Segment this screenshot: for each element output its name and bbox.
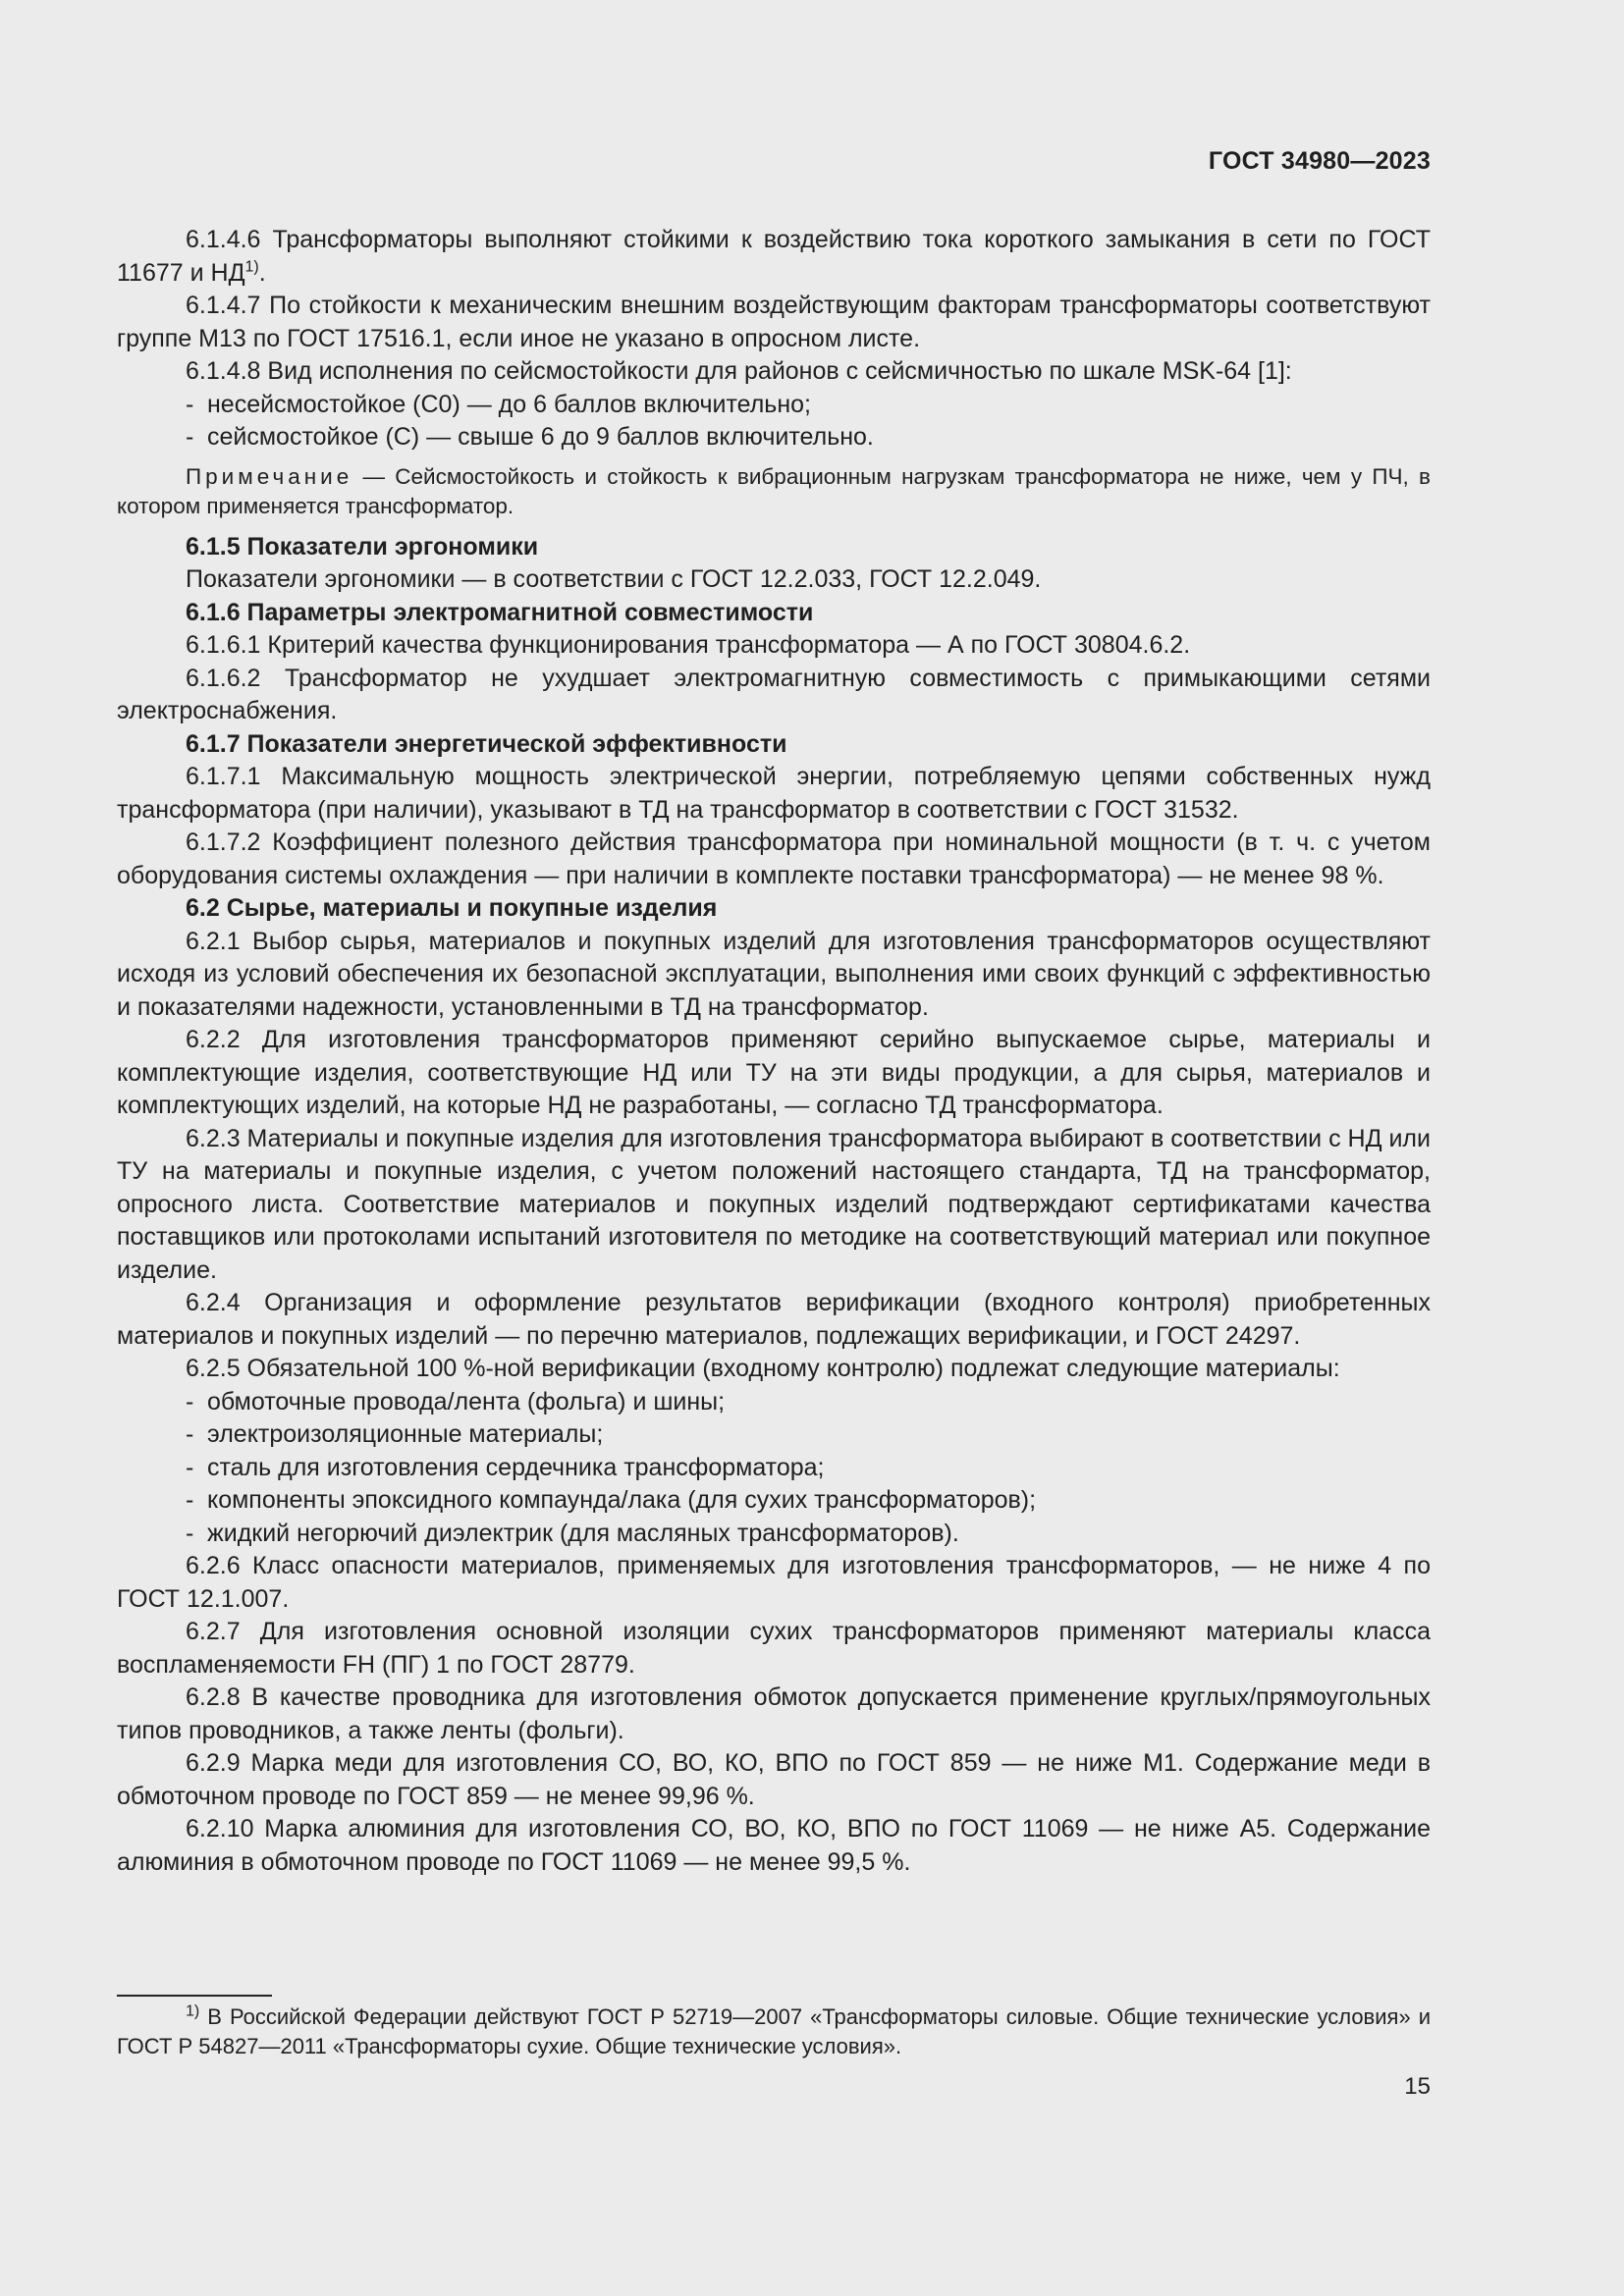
clause-6-1-4-6: 6.1.4.6 Трансформаторы выполняют стойкими к воздействию тока короткого замыкания в сети по ГОСТ 11677 и НД$^{1)}$. (117, 226, 1431, 287)
note-label: Примечание (186, 463, 353, 489)
clause-6-2-2: 6.2.2 Для изготовления трансформаторов применяют серийно выпускаемое сырье, материалы и комплектующие изделия, соответствующие НД или ТУ на эти виды продукции, а для сырья, материалов и комплектующих изделий, на которые НД не разработаны, — согласно ТД трансформатора. (117, 1026, 1431, 1119)
note-text: — Сейсмостойкость и стойкость к вибрационным нагрузкам трансформатора не ниже, чем у ПЧ, в котором применяется трансформатор. (117, 463, 1431, 518)
clause-6-2-7: 6.2.7 Для изготовления основной изоляции сухих трансформаторов применяют материалы класса воспламеняемости FH (ПГ) 1 по ГОСТ 28779. (117, 1618, 1431, 1679)
clause-6-1-7-2: 6.1.7.2 Коэффициент полезного действия трансформатора при номинальной мощности (в т. ч. с учетом оборудования системы охлаждения — при наличии в комплекте поставки трансформатора) — не менее 98 %. (117, 828, 1431, 889)
footnote-text: В Российской Федерации действуют ГОСТ Р 52719—2007 «Трансформаторы силовые. Общие технические условия» и ГОСТ Р 54827—2011 «Трансформаторы сухие. Общие технические условия». (117, 2004, 1431, 2058)
page-number: 15 (1404, 2073, 1431, 2100)
document-body (117, 224, 1431, 1879)
list-item: - жидкий негорючий диэлектрик (для масляных трансформаторов). (186, 1519, 959, 1547)
clause-6-1-6-2: 6.1.6.2 Трансформатор не ухудшает электромагнитную совместимость с примыкающими сетями электроснабжения. (117, 664, 1431, 724)
footnote-divider (117, 1995, 272, 1997)
heading-6-1-7: 6.1.7 Показатели энергетической эффективности (186, 729, 787, 758)
list-item: - несейсмостойкое (С0) — до 6 баллов включительно; (186, 390, 811, 418)
clause-6-1-5-text: Показатели эргономики — в соответствии с ГОСТ 12.2.033, ГОСТ 12.2.049. (186, 565, 1042, 593)
list-item: - обмоточные провода/лента (фольга) и шины; (186, 1387, 726, 1415)
clause-6-2-3: 6.2.3 Материалы и покупные изделия для изготовления трансформатора выбирают в соответствии с НД или ТУ на материалы и покупные изделия, с учетом положений настоящего стандарта, ТД на трансформатор, опросного листа. Соответствие материалов и покупных изделий подтверждают сертификатами качества поставщиков или протоколами испытаний изготовителя по методике на соответствующий материал или покупное изделие. (117, 1124, 1431, 1284)
note (117, 462, 1431, 521)
clause-6-1-4-8: 6.1.4.8 Вид исполнения по сейсмостойкости для районов с сейсмичностью по шкале MSK-64 [1]: (186, 357, 1292, 385)
clause-6-2-5: 6.2.5 Обязательной 100 %-ной верификации (входному контролю) подлежат следующие материалы: (186, 1355, 1340, 1382)
clause-6-1-4-7: 6.1.4.7 По стойкости к механическим внешним воздействующим факторам трансформаторы соответствуют группе М13 по ГОСТ 17516.1, если иное не указано в опросном листе. (117, 292, 1431, 352)
clause-6-2-1: 6.2.1 Выбор сырья, материалов и покупных изделий для изготовления трансформаторов осуществляют исходя из условий обеспечения их безопасной эксплуатации, выполнения ими своих функций с эффективностью и показателями надежности, установленными в ТД на трансформатор. (117, 927, 1431, 1021)
heading-6-1-5: 6.1.5 Показатели эргономики (186, 532, 539, 561)
clause-6-2-9: 6.2.9 Марка меди для изготовления СО, ВО, КО, ВПО по ГОСТ 859 — не ниже М1. Содержание меди в обмоточном проводе по ГОСТ 859 — не менее 99,96 %. (117, 1749, 1431, 1810)
document-header: ГОСТ 34980—2023 (1208, 147, 1431, 175)
footnote-ref: 1) (244, 258, 259, 276)
list-item: - сейсмостойкое (С) — свыше 6 до 9 баллов включительно. (186, 423, 874, 451)
clause-6-2-4: 6.2.4 Организация и оформление результатов верификации (входного контроля) приобретенных материалов и покупных изделий — по перечню материалов, подлежащих верификации, и ГОСТ 24297. (117, 1289, 1431, 1350)
clause-6-2-6: 6.2.6 Класс опасности материалов, применяемых для изготовления трансформаторов, — не ниже 4 по ГОСТ 12.1.007. (117, 1552, 1431, 1613)
heading-6-2: 6.2 Сырье, материалы и покупные изделия (186, 894, 718, 922)
list-item: - компоненты эпоксидного компаунда/лака (для сухих трансформаторов); (186, 1486, 1037, 1514)
clause-6-1-7-1: 6.1.7.1 Максимальную мощность электрической энергии, потребляемую цепями собственных нужд трансформатора (при наличии), указывают в ТД на трансформатор в соответствии с ГОСТ 31532. (117, 763, 1431, 824)
list-item: - сталь для изготовления сердечника трансформатора; (186, 1453, 825, 1481)
clause-6-1-6-1: 6.1.6.1 Критерий качества функционирования трансформатора — А по ГОСТ 30804.6.2. (186, 631, 1191, 659)
footnote-marker: 1) (186, 2002, 200, 2020)
clause-6-2-10: 6.2.10 Марка алюминия для изготовления СО, ВО, КО, ВПО по ГОСТ 11069 — не ниже А5. Содержание алюминия в обмоточном проводе по ГОСТ 11069 — не менее 99,5 %. (117, 1815, 1431, 1876)
list-item: - электроизоляционные материалы; (186, 1420, 604, 1448)
clause-6-2-8: 6.2.8 В качестве проводника для изготовления обмоток допускается применение круглых/прямоугольных типов проводников, а также ленты (фольги). (117, 1683, 1431, 1744)
heading-6-1-6: 6.1.6 Параметры электромагнитной совместимости (186, 598, 814, 626)
footnote (117, 2002, 1431, 2061)
